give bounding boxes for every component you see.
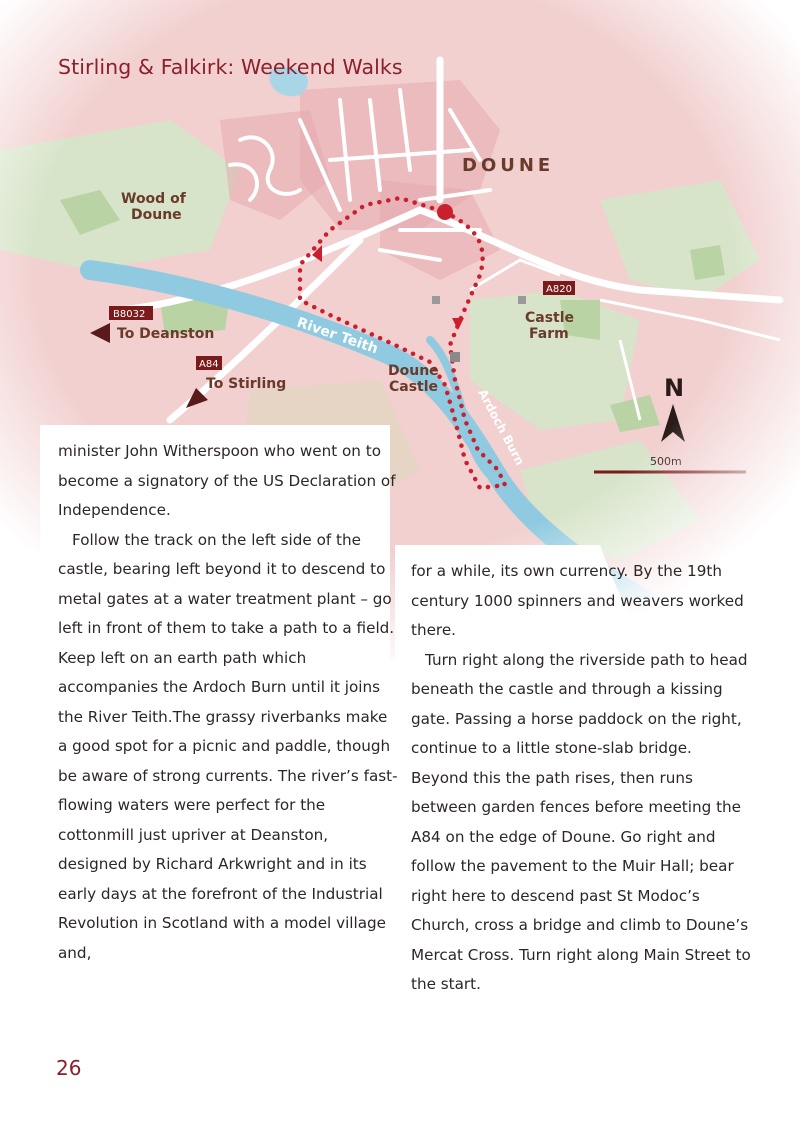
paragraph: minister John Witherspoon who went on to become a signatory of the US Declaration of Independence.	[58, 442, 396, 519]
left-text-column	[58, 437, 398, 968]
page-header: Stirling & Falkirk: Weekend Walks	[58, 55, 403, 79]
paragraph: for a while, its own currency. By the 19th century 1000 spinners and weavers worked there.	[411, 562, 744, 639]
right-text-column	[411, 557, 751, 1000]
paragraph: Follow the track on the left side of the castle, bearing left beyond it to descend to metal gates at a water treatment plant – go left in front of them to take a path to a field. Keep left on an earth path which accompanies the Ardoch Burn until it joins the River Teith.The grassy riverbanks make a good spot for a picnic and paddle, though be aware of strong currents. The river’s fast-flowing waters were perfect for the cottonmill just upriver at Deanston, designed by Richard Arkwright and in its early days at the forefront of the Industrial Revolution in Scotland with a model village and,	[58, 530, 398, 962]
paragraph: Turn right along the riverside path to head beneath the castle and through a kissing gate. Passing a horse paddock on the right, continue to a little stone-slab bridge. Beyond this the path rises, then runs between garden fences before meeting the A84 on the edge of Doune. Go right and follow the pavement to the Muir Hall; bear right here to descend past St Modoc’s Church, cross a bridge and climb to Doune’s Mercat Cross. Turn right along Main Street to the start.	[411, 650, 751, 993]
page-number: 26	[56, 1056, 82, 1080]
